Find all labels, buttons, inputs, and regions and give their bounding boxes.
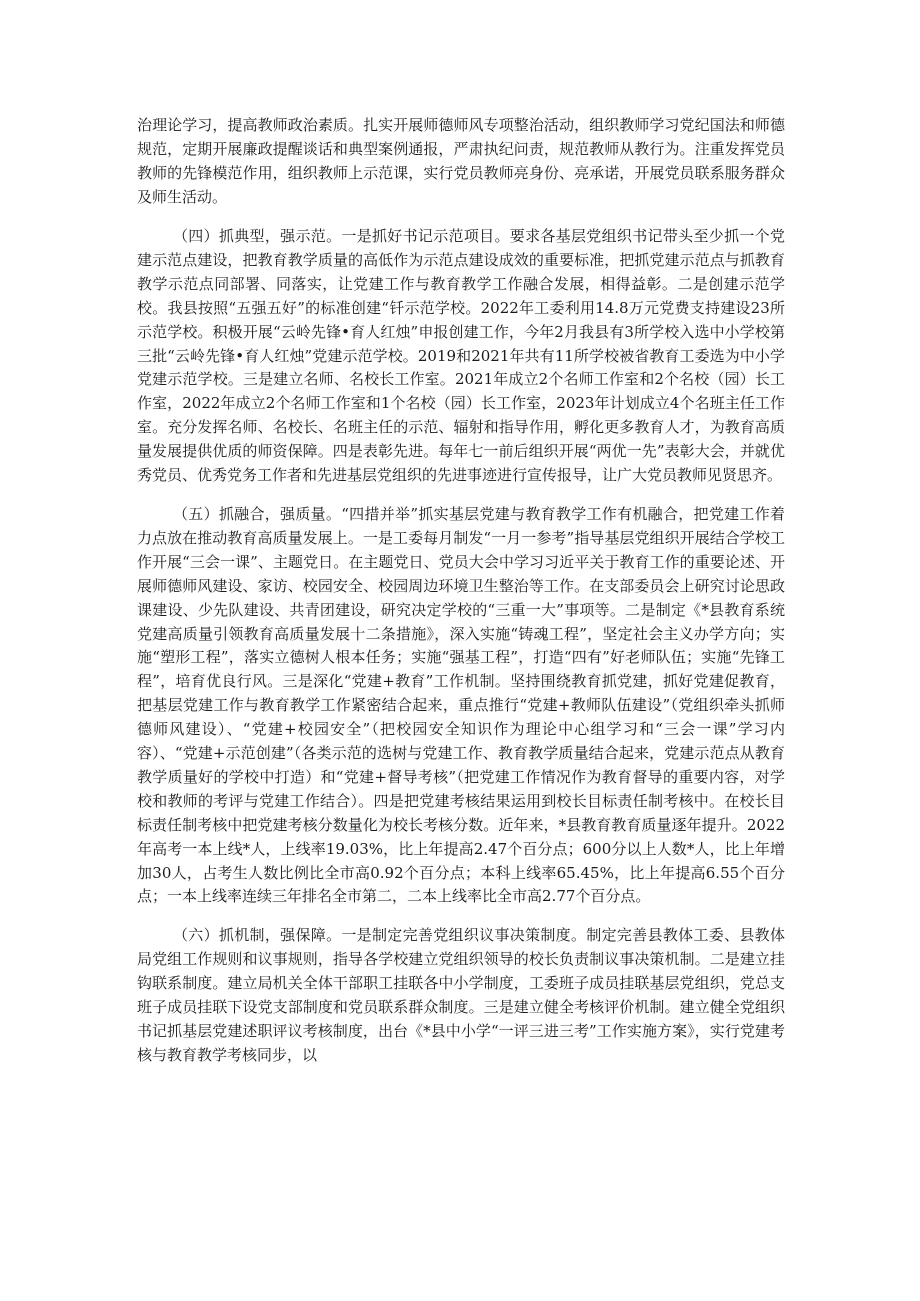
document-page: [137, 114, 785, 1068]
paragraph-continuation: 治理论学习，提高教师政治素质。扎实开展师德师风专项整治活动，组织教师学习党纪国法和师德规范，定期开展廉政提醒谈话和典型案例通报，严肃执纪问责，规范教师从教行为。注重发挥党员教师的先锋模范作用，组织教师上示范课，实行党员教师亮身份、亮承诺，开展党员联系服务群众及师生活动。: [137, 116, 785, 206]
paragraph-section-4: （四）抓典型，强示范。一是抓好书记示范项目。要求各基层党组织书记带头至少抓一个党建示范点建设，把教育教学质量的高低作为示范点建设成效的重要标准，把抓党建示范点与抓教育教学示范点同部署、同落实，让党建工作与教育教学工作融合发展，相得益彰。二是创建示范学校。我县按照“五强五好”的标准创建“钎示范学校。2022年工委利用14.8万元党费支持建设23所示范学校。积极开展“云岭先锋•育人红烛”申报创建工作，今年2月我县有3所学校入选中小学校第三批“云岭先锋•育人红烛”党建示范学校。2019和2021年共有11所学校被省教育工委选为中小学党建示范学校。三是建立名师、名校长工作室。2021年成立2个名师工作室和2个名校（园）长工作室，2022年成立2个名师工作室和1个名校（园）长工作室，2023年计划成立4个名班主任工作室。充分发挥名师、名校长、名班主任的示范、辐射和指导作用，孵化更多教育人才，为教育高质量发展提供优质的师资保障。四是表彰先进。每年七一前后组织开展“两优一先”表彰大会，并就优秀党员、优秀党务工作者和先进基层党组织的先进事迹进行宣传报导，让广大党员教师见贤思齐。: [137, 227, 785, 485]
paragraph-section-5: （五）抓融合，强质量。“四措并举”抓实基层党建与教育教学工作有机融合，把党建工作着力点放在推动教育高质量发展上。一是工委每月制发“一月一参考”指导基层党组织开展结合学校工作开展“三会一课”、主题党日。在主题党日、党员大会中学习习近平关于教育工作的重要论述、开展师德师风建设、家访、校园安全、校园周边环境卫生整治等工作。在支部委员会上研究讨论思政课建设、少先队建设、共青团建设，研究决定学校的“三重一大”事项等。二是制定《*县教育系统党建高质量引领教育高质量发展十二条措施》，深入实施“铸魂工程”，坚定社会主义办学方向；实施“塑形工程”，落实立德树人根本任务；实施“强基工程”，打造“四有”好老师队伍；实施“先锋工程”，培育优良行风。三是深化“党建+教育”工作机制。坚持围绕教育抓党建，抓好党建促教育，把基层党建工作与教育教学工作紧密结合起来，重点推行“党建+教师队伍建设”（党组织牵头抓师德师风建设）、“党建+校园安全”（把校园安全知识作为理论中心组学习和“三会一课”学习内容）、“党建+示范创建”（各类示范的选树与党建工作、教育教学质量结合起来，党建示范点从教育教学质量好的学校中打造）和“党建+督导考核”（把党建工作情况作为教育督导的重要内容，对学校和教师的考评与党建工作结合）。四是把党建考核结果运用到校长目标责任制考核中。在校长目标责任制考核中把党建考核分数量化为校长考核分数。近年来，*县教育教育质量逐年提升。2022年高考一本上线*人，上线率19.03%，比上年提高2.47个百分点；600分以上人数*人，比上年增加30人，占考生人数比例比全市高0.92个百分点；本科上线率65.45%，比上年提高6.55个百分点；一本上线率连续三年排名全市第二，二本上线率比全市高2.77个百分点。: [137, 504, 785, 906]
paragraph-section-6: （六）抓机制，强保障。一是制定完善党组织议事决策制度。制定完善县教体工委、县教体局党组工作规则和议事规则，指导各学校建立党组织领导的校长负责制议事决策机制。二是建立挂钩联系制度。建立局机关全体干部职工挂联各中小学制度，工委班子成员挂联基层党组织，党总支班子成员挂联下设党支部制度和党员联系群众制度。三是建立健全考核评价机制。建立健全党组织书记抓基层党建述职评议考核制度，出台《*县中小学“一评三进三考”工作实施方案》，实行党建考核与教育教学考核同步，以: [137, 926, 785, 1064]
